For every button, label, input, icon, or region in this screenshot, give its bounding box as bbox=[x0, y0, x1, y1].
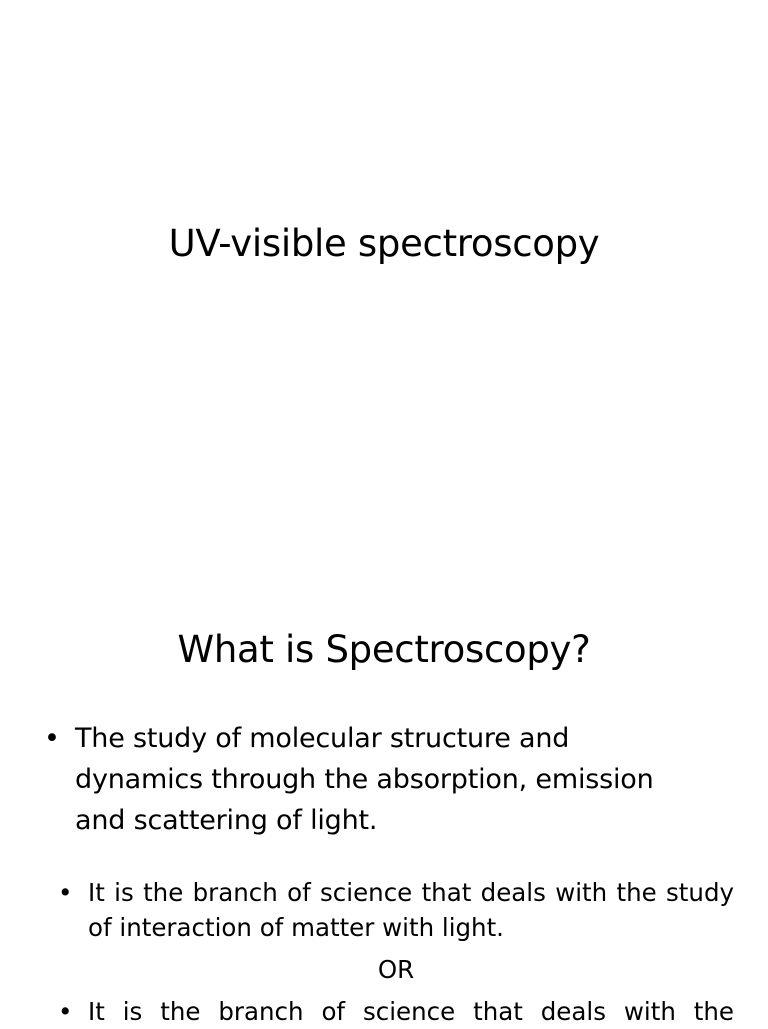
sub-bullet-marker: • bbox=[58, 997, 73, 1026]
sub-bullet-marker: • bbox=[58, 878, 73, 907]
bullet-list bbox=[44, 718, 694, 841]
sub-bullet-list-1 bbox=[58, 875, 734, 945]
slide-2-title: What is Spectroscopy? bbox=[177, 628, 591, 671]
bullet-text: The study of molecular structure and dynamics through the absorption, emission and scattering of light. bbox=[75, 723, 654, 836]
sub-bullet-item bbox=[58, 875, 734, 945]
sub-bullet-text: It is the branch of science that deals with the study of interaction of matter with light. bbox=[88, 878, 734, 942]
sub-bullet-text: It is the branch of science that deals with the bbox=[88, 997, 734, 1026]
bullet-item bbox=[44, 718, 694, 841]
or-separator: OR bbox=[377, 955, 415, 984]
slide-1-title: UV-visible spectroscopy bbox=[168, 222, 600, 265]
bullet-marker: • bbox=[44, 723, 60, 754]
